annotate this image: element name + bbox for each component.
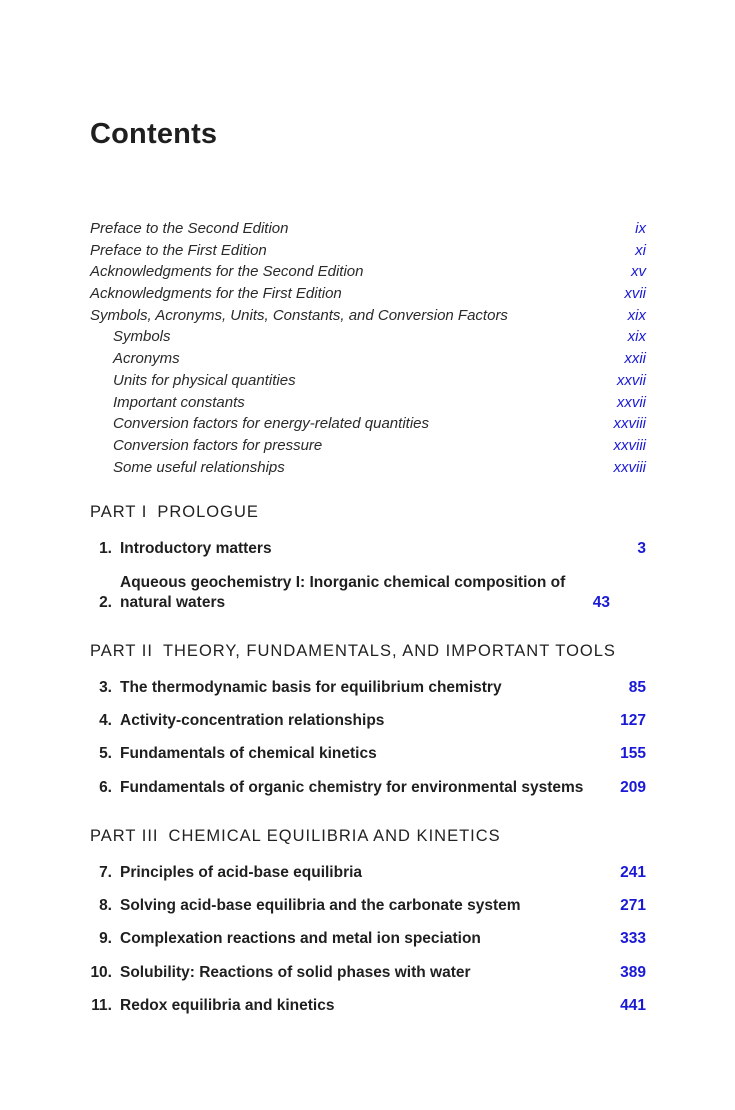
front-matter-item[interactable] [90, 218, 646, 240]
front-matter-subitem[interactable] [90, 413, 646, 435]
part-number: PART II [90, 642, 153, 660]
chapter-entry[interactable] [90, 744, 646, 764]
front-matter-label: Symbols [113, 328, 171, 346]
chapter-page[interactable]: 441 [620, 997, 646, 1014]
front-matter-label: Units for physical quantities [113, 371, 296, 389]
front-matter-page[interactable]: xxviii [613, 415, 646, 433]
front-matter-label: Acknowledgments for the First Edition [90, 285, 342, 303]
front-matter-item[interactable] [90, 305, 646, 327]
front-matter-page[interactable]: xxii [624, 350, 646, 368]
part-heading [90, 642, 616, 661]
chapter-entry[interactable] [90, 896, 646, 916]
part-title: PROLOGUE [157, 503, 259, 521]
chapter-title: Fundamentals of organic chemistry for environmental systems [120, 779, 584, 796]
chapter-title: The thermodynamic basis for equilibrium chemistry [120, 679, 502, 696]
chapter-entry[interactable] [90, 996, 646, 1016]
chapter-entry[interactable] [90, 711, 646, 731]
chapter-number: 11. [91, 997, 112, 1014]
chapter-entry[interactable] [90, 778, 646, 798]
front-matter-page[interactable]: xxvii [616, 393, 646, 411]
part-number: PART I [90, 503, 148, 521]
front-matter-label: Important constants [113, 393, 245, 411]
front-matter-label: Symbols, Acronyms, Units, Constants, and Conversion Factors [90, 306, 508, 324]
part-title: THEORY, FUNDAMENTALS, AND IMPORTANT TOOLS [162, 642, 616, 660]
front-matter-item[interactable] [90, 240, 646, 262]
chapter-title: Solubility: Reactions of solid phases with water [120, 964, 471, 981]
chapter-page[interactable]: 43 [592, 594, 610, 611]
chapter-page[interactable]: 85 [628, 679, 646, 696]
chapter-page[interactable]: 155 [620, 745, 646, 762]
chapter-entry[interactable] [90, 539, 646, 559]
front-matter-subitem[interactable] [90, 348, 646, 370]
front-matter-page[interactable]: xvii [624, 285, 646, 303]
front-matter-subitem[interactable] [90, 435, 646, 457]
chapter-title: Aqueous geochemistry I: Inorganic chemical composition of natural waters [120, 574, 566, 611]
chapter-number: 2. [99, 594, 112, 611]
chapter-page[interactable]: 271 [620, 897, 646, 914]
front-matter-label: Preface to the Second Edition [90, 220, 289, 237]
chapter-number: 7. [99, 864, 112, 881]
front-matter-subitem[interactable] [90, 392, 646, 414]
part-number: PART III [90, 827, 159, 845]
front-matter-label: Preface to the First Edition [90, 241, 267, 259]
chapter-entry[interactable] [90, 678, 646, 698]
chapter-title: Principles of acid-base equilibria [120, 864, 363, 881]
chapter-title: Activity-concentration relationships [120, 712, 385, 729]
front-matter-label: Some useful relationships [113, 458, 285, 476]
page-title: Contents [90, 118, 218, 150]
front-matter-page[interactable]: xxvii [616, 371, 646, 389]
chapter-number: 5. [99, 745, 112, 762]
front-matter-subitem[interactable] [90, 457, 646, 479]
front-matter-page[interactable]: xxviii [613, 436, 646, 454]
front-matter-page[interactable]: xv [631, 263, 646, 281]
front-matter-subitem[interactable] [90, 326, 646, 348]
front-matter-subitem[interactable] [90, 370, 646, 392]
front-matter-page[interactable]: ix [635, 220, 646, 237]
chapter-number: 6. [99, 779, 112, 796]
part-heading [90, 827, 501, 846]
front-matter-item[interactable] [90, 261, 646, 283]
chapter-page[interactable]: 127 [620, 712, 646, 729]
chapter-number: 4. [99, 712, 112, 729]
chapter-title: Redox equilibria and kinetics [120, 997, 335, 1014]
chapter-title: Fundamentals of chemical kinetics [120, 745, 377, 762]
chapter-number: 3. [99, 679, 112, 696]
chapter-number: 10. [90, 964, 112, 981]
front-matter-label: Acknowledgments for the Second Edition [90, 263, 364, 281]
chapter-page[interactable]: 389 [620, 964, 646, 981]
front-matter-item[interactable] [90, 283, 646, 305]
chapter-entry[interactable] [90, 929, 646, 949]
part-heading [90, 503, 259, 522]
front-matter-label: Conversion factors for pressure [113, 436, 323, 454]
chapter-entry[interactable] [90, 573, 646, 613]
chapter-page[interactable]: 209 [620, 779, 646, 796]
front-matter-label: Conversion factors for energy-related quantities [113, 415, 429, 433]
front-matter-page[interactable]: xix [627, 328, 646, 346]
front-matter-page[interactable]: xi [635, 241, 646, 259]
chapter-title: Solving acid-base equilibria and the carbonate system [120, 897, 521, 914]
chapter-number: 1. [99, 540, 112, 557]
chapter-page[interactable]: 3 [637, 540, 646, 557]
front-matter-page[interactable]: xix [627, 306, 646, 324]
chapter-title: Complexation reactions and metal ion speciation [120, 930, 481, 947]
chapter-number: 8. [99, 897, 112, 914]
chapter-number: 9. [99, 930, 112, 947]
chapter-page[interactable]: 333 [620, 930, 646, 947]
chapter-page[interactable]: 241 [620, 864, 646, 881]
chapter-entry[interactable] [90, 963, 646, 983]
front-matter-label: Acronyms [113, 350, 180, 368]
chapter-entry[interactable] [90, 863, 646, 883]
part-title: CHEMICAL EQUILIBRIA AND KINETICS [168, 827, 501, 845]
front-matter-list [90, 218, 646, 478]
front-matter-page[interactable]: xxviii [613, 458, 646, 476]
chapter-title: Introductory matters [120, 540, 272, 557]
